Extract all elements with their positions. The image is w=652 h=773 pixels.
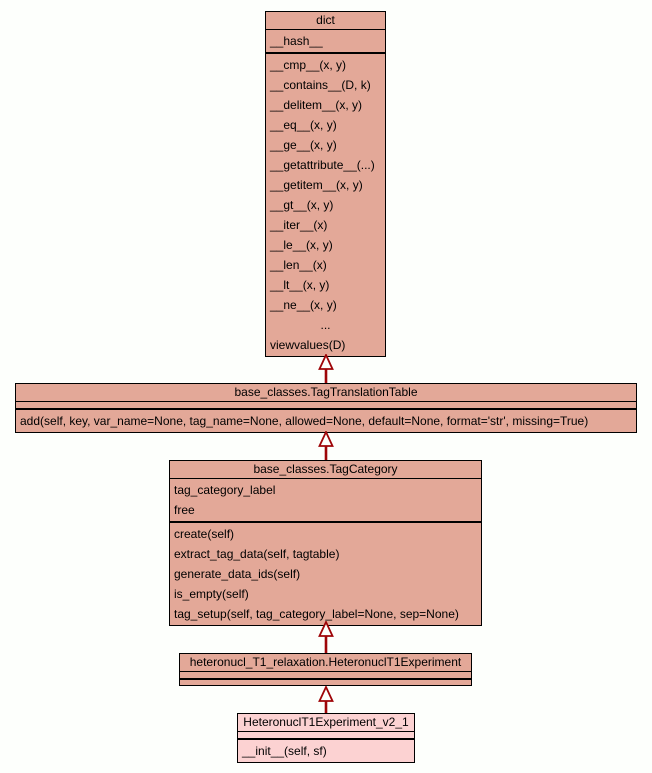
member-label: __le__(x, y) — [270, 238, 333, 252]
class-title: base_classes.TagCategory — [170, 461, 481, 479]
member-label: __init__(self, sf) — [242, 744, 327, 758]
member-label: __contains__(D, k) — [270, 78, 371, 92]
member-label: __iter__(x) — [270, 218, 328, 232]
empty-methods-compartment — [180, 680, 471, 685]
member-label: extract_tag_data(self, tagtable) — [174, 547, 340, 561]
inheritance-arrow — [317, 686, 335, 713]
member-label: __lt__(x, y) — [270, 278, 330, 292]
member-label: ... — [320, 318, 331, 332]
class-box-heteronucl-t1-experiment-v2-1 — [237, 713, 415, 763]
member-label: __len__(x) — [270, 258, 327, 272]
member-label: free — [174, 503, 195, 517]
member-label: __cmp__(x, y) — [270, 58, 347, 72]
class-box-dict — [265, 11, 386, 357]
member-label: viewvalues(D) — [270, 338, 346, 352]
member-label: generate_data_ids(self) — [174, 567, 301, 581]
class-methods — [266, 54, 385, 356]
empty-attributes-compartment — [180, 672, 471, 680]
member-label: tag_setup(self, tag_category_label=None, sep=None) — [174, 607, 459, 621]
class-methods — [170, 523, 481, 625]
member-label: tag_category_label — [174, 483, 276, 497]
class-attributes — [266, 30, 385, 54]
class-box-heteronucl-t1-experiment — [179, 653, 472, 686]
class-methods — [16, 410, 636, 432]
class-title: heteronucl_T1_relaxation.HeteronuclT1Experiment — [180, 654, 471, 672]
inheritance-arrow — [317, 621, 335, 653]
member-label: __hash__ — [270, 34, 323, 48]
inheritance-arrow — [317, 431, 335, 460]
class-title: HeteronuclT1Experiment_v2_1 — [238, 714, 414, 732]
member-label: __eq__(x, y) — [270, 118, 337, 132]
class-methods — [238, 740, 414, 762]
empty-attributes-compartment — [238, 732, 414, 740]
class-title: dict — [266, 12, 385, 30]
class-title: base_classes.TagTranslationTable — [16, 384, 636, 402]
member-label: __gt__(x, y) — [270, 198, 334, 212]
member-label: is_empty(self) — [174, 587, 249, 601]
inheritance-arrow — [317, 354, 335, 383]
class-box-tag-translation-table — [15, 383, 637, 433]
member-label: add(self, key, var_name=None, tag_name=None, allowed=None, default=None, format='str', missing=True) — [20, 414, 589, 428]
member-label: __getattribute__(...) — [270, 158, 375, 172]
member-label: __ge__(x, y) — [270, 138, 337, 152]
class-box-tag-category — [169, 460, 482, 626]
empty-attributes-compartment — [16, 402, 636, 410]
member-label: __getitem__(x, y) — [270, 178, 363, 192]
member-label: create(self) — [174, 527, 235, 541]
member-label: __delitem__(x, y) — [270, 98, 363, 112]
member-label: __ne__(x, y) — [270, 298, 337, 312]
class-attributes — [170, 479, 481, 523]
